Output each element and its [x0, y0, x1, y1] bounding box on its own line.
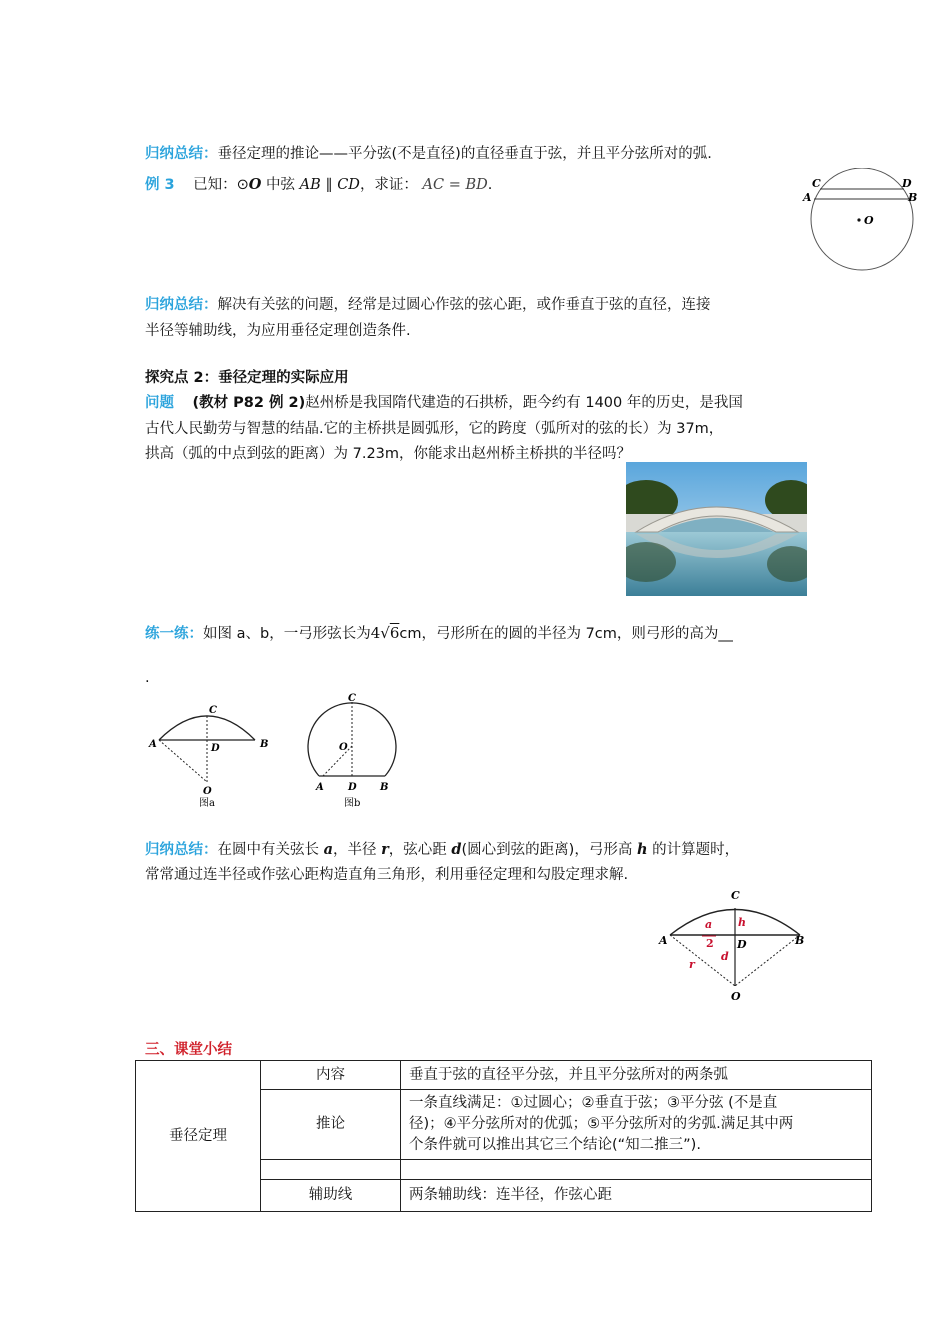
sum-a: a: [705, 918, 713, 931]
label-o: O: [864, 214, 874, 227]
label-a: A: [803, 191, 812, 204]
chord-cd: CD: [337, 177, 360, 193]
summary-2-label: 归纳总结：: [145, 297, 218, 313]
point-o: O: [248, 176, 262, 193]
table-key-auxiliary: 辅助线: [261, 1180, 401, 1212]
fig-a-radius: [159, 740, 207, 782]
problem-text1: 赵州桥是我国隋代建造的石拱桥，距今约有 1400 年的历史，是我国: [305, 395, 743, 411]
circle-o: [811, 168, 913, 270]
radical-expression: 4√6: [370, 624, 400, 642]
table-key-corollary: 推论: [261, 1090, 401, 1160]
practice-line: [145, 623, 733, 644]
fig-a-o: O: [203, 786, 212, 797]
table-value-content: 垂直于弦的直径平分弦，并且平分弦所对的两条弧: [401, 1061, 872, 1090]
example-3-text2: 中弦: [265, 177, 295, 193]
table-key-content: 内容: [261, 1061, 401, 1090]
sum-d: d: [721, 950, 729, 963]
label-b: B: [908, 191, 918, 204]
summary-3-line2: 常常通过连半径或作弦心距构造直角三角形，利用垂径定理和勾股定理求解.: [145, 867, 629, 883]
figures-a-b: [143, 692, 423, 814]
table-value-auxiliary: 两条辅助线：连半径，作弦心距: [401, 1180, 872, 1212]
var-h: h: [636, 841, 648, 858]
sum-d-point: D: [737, 938, 747, 951]
parallel-symbol: ∥: [325, 177, 333, 193]
sum-o: O: [731, 990, 741, 1003]
example-3-text3: ，求证：: [359, 177, 418, 193]
example-3-figure: [800, 168, 925, 276]
var-d: d: [451, 841, 462, 858]
table-value-empty: [401, 1160, 872, 1180]
explore-2-title: 探究点 2：垂径定理的实际应用: [145, 370, 349, 386]
fig-b-d: D: [348, 782, 357, 793]
fig-b-c: C: [348, 693, 356, 704]
sum-two: 2: [706, 937, 714, 950]
summary-2-line1: [145, 295, 711, 315]
table-key-empty: [261, 1160, 401, 1180]
summary-3-label: 归纳总结：: [145, 842, 218, 858]
zhaozhou-bridge-photo: [626, 462, 807, 596]
sum-h: h: [738, 916, 746, 929]
chord-ab: AB: [299, 177, 321, 193]
summary-1-text: 垂径定理的推论——平分弦(不是直径)的直径垂直于弦，并且平分弦所对的弧.: [217, 146, 712, 162]
summary-1-label: 归纳总结：: [145, 146, 218, 162]
example-3-text1: 已知：: [193, 177, 237, 193]
practice-text1: 如图 a、b，一弓形弦长为: [203, 626, 371, 642]
fig-b-o: O: [339, 742, 348, 753]
summary-2-line2: 半径等辅助线，为应用垂径定理创造条件.: [145, 323, 411, 339]
sum-b-point: B: [795, 934, 805, 947]
problem-line2: 古代人民勤劳与智慧的结晶.它的主桥拱是圆弧形，它的跨度（弧所对的弦的长）为 37m，: [145, 421, 724, 437]
example-3-label: 例 3: [145, 177, 175, 193]
fig-a-b: B: [260, 739, 269, 750]
summary-1: [145, 144, 712, 164]
summary-figure: [655, 884, 815, 1006]
fig-b-a: A: [316, 782, 324, 793]
fig-a-caption: 图a: [199, 798, 215, 809]
fig-b-caption: 图b: [344, 798, 361, 809]
table-value-corollary: 一条直线满足：①过圆心；②垂直于弦；③平分弦 (不是直 径)；④平分弦所对的优弧；⑤平分弦所对的劣弧.满足其中两 个条件就可以推出其它三个结论(“知二推三”).: [401, 1090, 872, 1160]
problem-line1: [145, 393, 743, 413]
center-dot: [857, 218, 860, 221]
summary-2-text1: 解决有关弦的问题，经常是过圆心作弦的弦心距，或作垂直于弦的直径，连接: [217, 297, 711, 313]
practice-period: .: [145, 670, 150, 686]
practice-text2: cm，弓形所在的圆的半径为 7cm，则弓形的高为__: [399, 626, 733, 642]
fig-a-a: A: [149, 739, 157, 750]
sum-r: r: [689, 958, 695, 971]
sum-c: C: [731, 889, 740, 902]
label-c: C: [812, 177, 821, 190]
example-3: [145, 175, 492, 195]
var-a: a: [323, 841, 334, 858]
problem-line3: 拱高（弧的中点到弦的距离）为 7.23m，你能求出赵州桥主桥拱的半径吗？: [145, 446, 632, 462]
problem-source: (教材 P82 例 2): [192, 395, 306, 411]
label-d: D: [902, 177, 912, 190]
summary-table: [135, 1060, 872, 1212]
practice-label: 练一练：: [145, 626, 203, 642]
proof-equation: AC = BD: [422, 177, 488, 193]
circle-symbol: ⊙: [236, 177, 249, 193]
table-main-cell: 垂径定理: [136, 1061, 261, 1212]
example-3-period: .: [487, 177, 493, 193]
fig-a-c: C: [209, 705, 217, 716]
problem-label: 问题: [145, 395, 174, 411]
summary-3-line1: 归纳总结：在圆中有关弦长 a，半径 r，弦心距 d(圆心到弦的距离)，弓形高 h 的计算题时，: [145, 841, 740, 858]
var-r: r: [381, 841, 389, 858]
section-heading-3: 三、课堂小结: [145, 1042, 232, 1058]
fig-b-b: B: [380, 782, 389, 793]
sum-a-point: A: [659, 934, 668, 947]
fig-a-d: D: [211, 743, 220, 754]
